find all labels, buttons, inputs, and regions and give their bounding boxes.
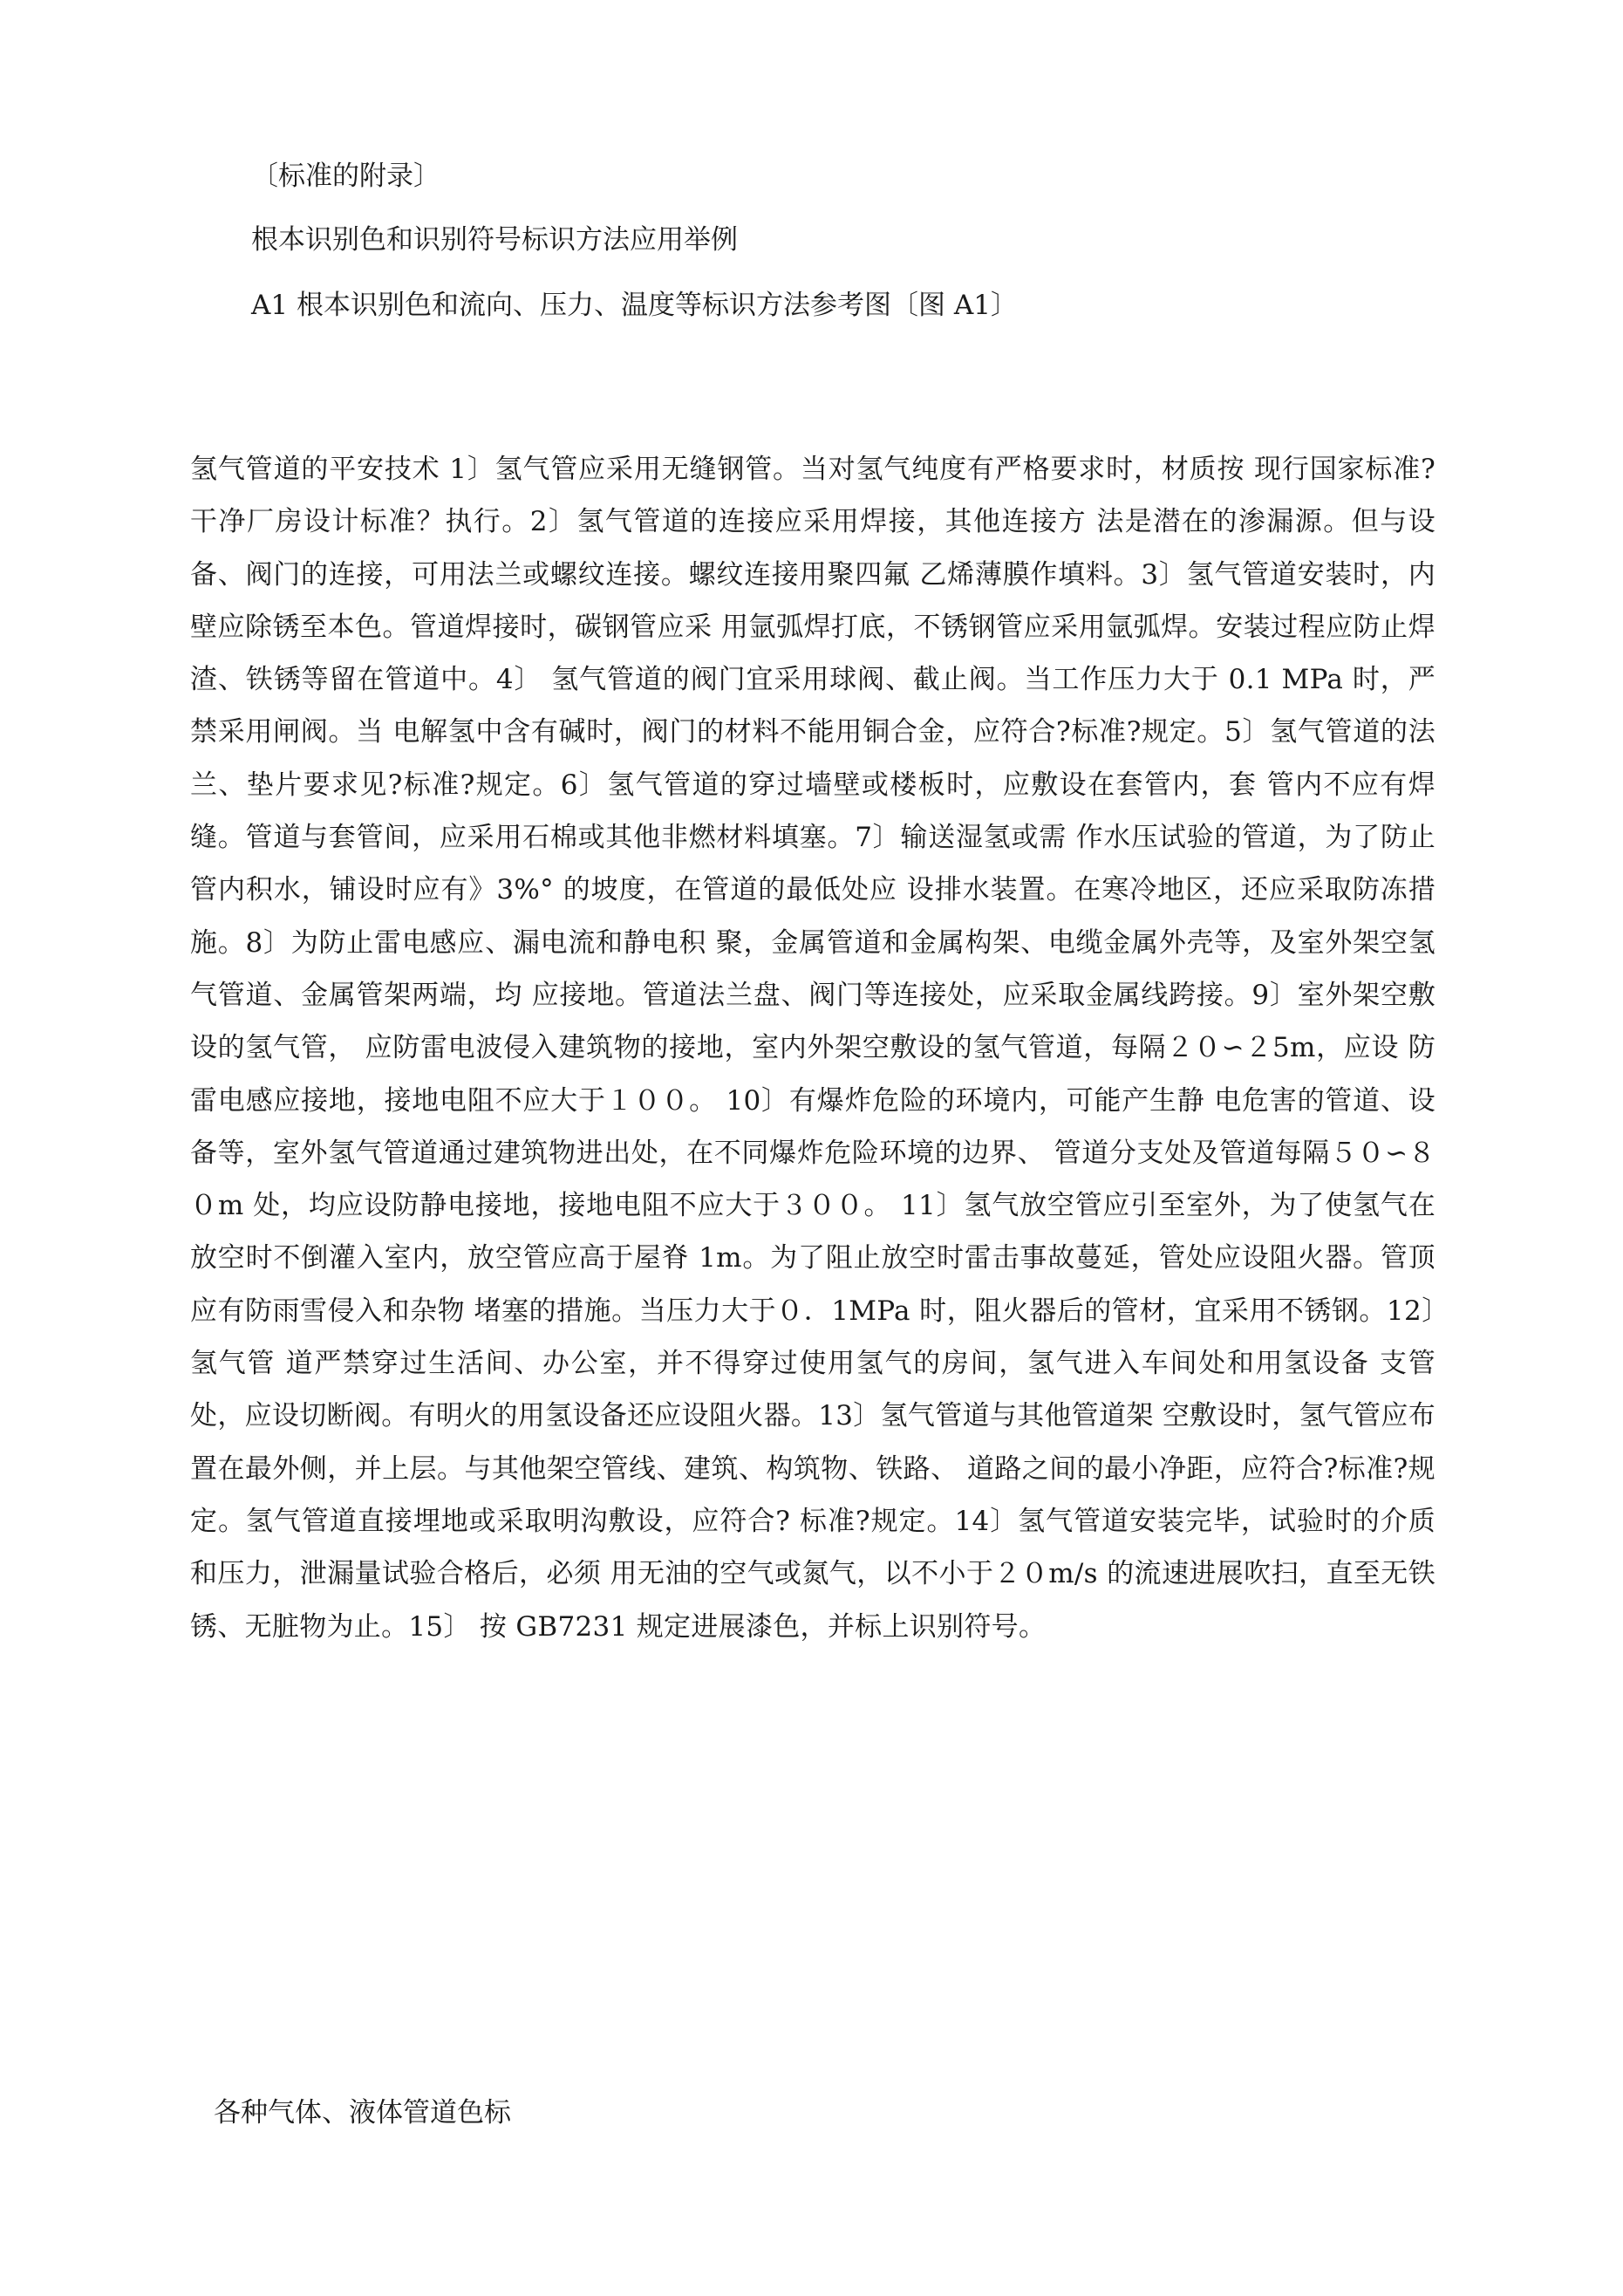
figure-reference: A1 根本识别色和流向、压力、温度等标识方法参考图〔图 A1〕 [251, 290, 1018, 321]
section-title: 各种气体、液体管道色标 [214, 2097, 511, 2129]
appendix-label: 〔标准的附录〕 [251, 161, 440, 192]
appendix-title: 根本识别色和识别符号标识方法应用举例 [251, 224, 738, 256]
hydrogen-pipeline-safety-paragraph: 氢气管道的平安技术 1〕氢气管应采用无缝钢管。当对氢气纯度有严格要求时，材质按 现行国家标准?干净厂房设计标准？执行。2〕氢气管道的连接应采用焊接，其他连接方 法是潜在的渗漏源。但与设备、阀门的连接，可用法兰或螺纹连接。螺纹连接用聚四氟 乙烯薄膜作填料。3〕氢气管道安装时，内壁应除锈至本色。管道焊接时，碳钢管应采 用氩弧焊打底，不锈钢管应采用氩弧焊。安装过程应防止焊渣、铁锈等留在管道中。4〕 氢气管道的阀门宜采用球阀、截止阀。当工作压力大于 0.1 MPa 时，严禁采用闸阀。当 电解氢中含有碱时，阀门的材料不能用铜合金，应符合?标准?规定。5〕氢气管道的法 兰、垫片要求见?标准?规定。6〕氢气管道的穿过墙壁或楼板时，应敷设在套管内，套 管内不应有焊缝。管道与套管间，应采用石棉或其他非燃材料填塞。7〕输送湿氢或需 作水压试验的管道，为了防止管内积水，铺设时应有》3%° 的坡度，在管道的最低处应 设排水装置。在寒冷地区，还应采取防冻措施。8〕为防止雷电感应、漏电流和静电积 聚，金属管道和金属构架、电缆金属外壳等，及室外架空氢气管道、金属管架两端，均 应接地。管道法兰盘、阀门等连接处，应采取金属线跨接。9〕室外架空敷设的氢气管， 应防雷电波侵入建筑物的接地，室内外架空敷设的氢气管道，每隔２０∽２5m，应设 防雷电感应接地，接地电阻不应大于１００。 10〕有爆炸危险的环境内，可能产生静 电危害的管道、设备等，室外氢气管道通过建筑物进出处，在不同爆炸危险环境的边界、 管道分支处及管道每隔５０∽８０m 处，均应设防静电接地，接地电阻不应大于３００。 11〕氢气放空管应引至室外，为了使氢气在放空时不倒灌入室内，放空管应高于屋脊 1m。为了阻止放空时雷击事故蔓延，管处应设阻火器。管顶应有防雨雪侵入和杂物 堵塞的措施。当压力大于０．1MPa 时，阻火器后的管材，宜采用不锈钢。12〕氢气管 道严禁穿过生活间、办公室，并不得穿过使用氢气的房间，氢气进入车间处和用氢设备 支管处，应设切断阀。有明火的用氢设备还应设阻火器。13〕氢气管道与其他管道架 空敷设时，氢气管应布置在最外侧，并上层。与其他架空管线、建筑、构筑物、铁路、 道路之间的最小净距，应符合?标准?规定。氢气管道直接埋地或采取明沟敷设，应符合? 标准?规定。14〕氢气管道安装完毕，试验时的介质和压力，泄漏量试验合格后，必须 用无油的空气或氮气，以不小于２０m/s 的流速进展吹扫，直至无铁锈、无脏物为止。15〕 按 GB7231 规定进展漆色，并标上识别符号。 [190, 454, 1435, 1643]
